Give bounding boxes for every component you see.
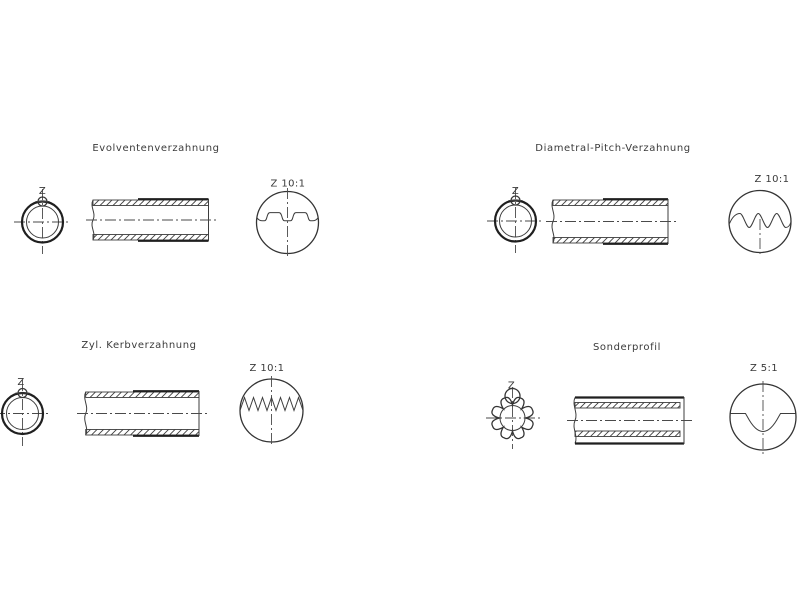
detail-view xyxy=(240,363,303,446)
detail-scale-label: Z 10:1 xyxy=(270,178,306,190)
panel-title: Sonderprofil xyxy=(592,342,662,353)
top-tooth-band xyxy=(86,392,199,398)
end-view xyxy=(486,381,540,450)
panel-title: Diametral-Pitch-Verzahnung xyxy=(535,143,691,154)
detail-scale-label: Z 10:1 xyxy=(249,363,285,374)
detail-marker-label: Z xyxy=(511,186,520,197)
detail-scale-label: Z 5:1 xyxy=(749,363,779,374)
shaft-side-view xyxy=(77,391,207,436)
detail-view xyxy=(730,363,796,455)
detail-view xyxy=(729,174,791,256)
bottom-tooth-band xyxy=(93,235,209,241)
detail-view xyxy=(257,179,319,259)
panel-sonderprofil xyxy=(486,342,796,455)
panel-title: Evolventenverzahnung xyxy=(92,143,220,154)
bottom-tooth-band xyxy=(553,238,668,244)
detail-marker-label: Z xyxy=(38,186,47,197)
bottom-tooth-band xyxy=(86,430,199,436)
detail-scale-label: Z 10:1 xyxy=(754,174,790,185)
end-view xyxy=(487,186,544,253)
panel-evolventenverzahnung xyxy=(14,143,319,258)
end-view xyxy=(14,186,70,254)
shaft-side-view xyxy=(567,397,692,444)
detail-marker-label: Z xyxy=(17,377,25,388)
shaft-side-view xyxy=(546,199,676,244)
top-tooth-band xyxy=(575,403,680,409)
shaft-side-view xyxy=(86,199,217,241)
top-tooth-band xyxy=(93,200,209,206)
panel-zyl-kerbverzahnung xyxy=(0,340,303,446)
panel-diametral-pitch-verzahnung xyxy=(487,143,791,256)
panel-title: Zyl. Kerbverzahnung xyxy=(81,340,197,351)
detail-marker-label: Z xyxy=(507,380,516,392)
bottom-tooth-band xyxy=(575,431,680,437)
end-view xyxy=(0,377,50,446)
top-tooth-band xyxy=(553,200,668,206)
